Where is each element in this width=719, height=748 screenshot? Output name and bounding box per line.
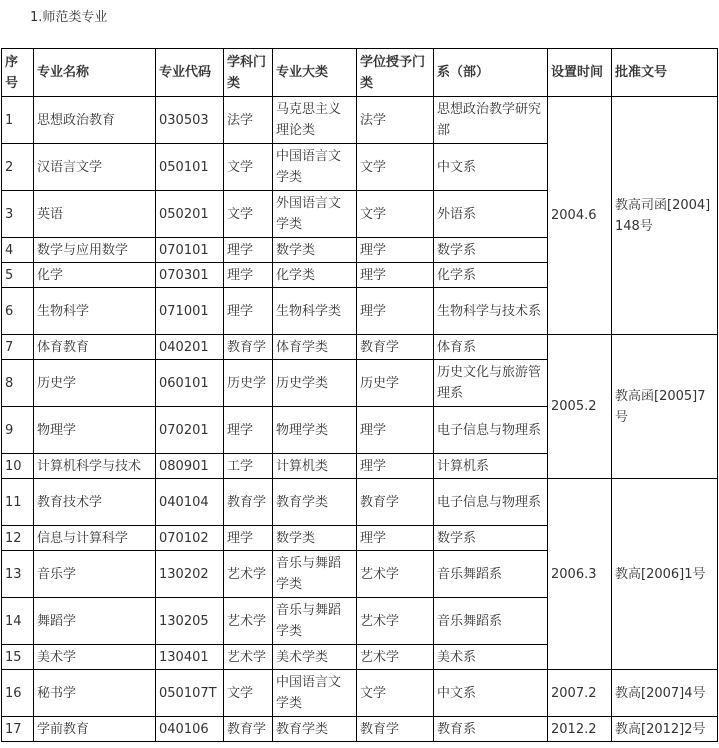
cell-category: 物理学类: [273, 407, 357, 454]
cell-dept: 电子信息与物理系: [434, 479, 548, 526]
header-discipline: 学科门类: [224, 49, 273, 97]
cell-name: 学前教育: [34, 717, 156, 742]
cell-no: 9: [2, 407, 34, 454]
cell-dept: 数学系: [434, 526, 548, 551]
cell-name: 汉语言文学: [34, 144, 156, 191]
cell-dept: 思想政治教学研究部: [434, 97, 548, 144]
cell-code: 060101: [156, 360, 224, 407]
cell-name: 信息与计算科学: [34, 526, 156, 551]
cell-degree: 教育学: [357, 335, 434, 360]
cell-no: 12: [2, 526, 34, 551]
cell-discipline: 教育学: [224, 335, 273, 360]
cell-code: 040106: [156, 717, 224, 742]
cell-discipline: 历史学: [224, 360, 273, 407]
cell-dept: 计算机系: [434, 454, 548, 479]
cell-degree: 理学: [357, 526, 434, 551]
cell-degree: 理学: [357, 263, 434, 288]
cell-code: 071001: [156, 288, 224, 335]
cell-discipline: 教育学: [224, 479, 273, 526]
cell-dept: 中文系: [434, 670, 548, 717]
cell-dept: 教育系: [434, 717, 548, 742]
cell-degree: 文学: [357, 670, 434, 717]
cell-no: 2: [2, 144, 34, 191]
cell-degree: 教育学: [357, 479, 434, 526]
cell-time: 2005.2: [548, 335, 612, 479]
cell-category: 教育学类: [273, 717, 357, 742]
cell-code: 050101: [156, 144, 224, 191]
cell-discipline: 文学: [224, 144, 273, 191]
cell-category: 计算机类: [273, 454, 357, 479]
cell-degree: 理学: [357, 288, 434, 335]
cell-no: 6: [2, 288, 34, 335]
header-approval: 批准文号: [612, 49, 718, 97]
cell-code: 070201: [156, 407, 224, 454]
table-row: [2, 479, 718, 526]
cell-discipline: 艺术学: [224, 645, 273, 670]
cell-code: 080901: [156, 454, 224, 479]
cell-code: 040104: [156, 479, 224, 526]
cell-name: 数学与应用数学: [34, 238, 156, 263]
cell-code: 030503: [156, 97, 224, 144]
cell-dept: 数学系: [434, 238, 548, 263]
cell-name: 思想政治教育: [34, 97, 156, 144]
cell-discipline: 理学: [224, 263, 273, 288]
cell-category: 历史学类: [273, 360, 357, 407]
header-category: 专业大类: [273, 49, 357, 97]
cell-discipline: 法学: [224, 97, 273, 144]
cell-discipline: 文学: [224, 191, 273, 238]
cell-name: 化学: [34, 263, 156, 288]
cell-dept: 化学系: [434, 263, 548, 288]
section-title: 1.师范类专业: [30, 10, 108, 25]
cell-no: 10: [2, 454, 34, 479]
cell-code: 070301: [156, 263, 224, 288]
cell-time: 2012.2: [548, 717, 612, 742]
cell-no: 4: [2, 238, 34, 263]
cell-category: 中国语言文学类: [273, 670, 357, 717]
cell-discipline: 理学: [224, 238, 273, 263]
cell-name: 教育技术学: [34, 479, 156, 526]
cell-no: 17: [2, 717, 34, 742]
cell-name: 舞蹈学: [34, 598, 156, 645]
cell-category: 体育学类: [273, 335, 357, 360]
cell-code: 070101: [156, 238, 224, 263]
cell-name: 音乐学: [34, 551, 156, 598]
cell-category: 音乐与舞蹈学类: [273, 551, 357, 598]
cell-no: 3: [2, 191, 34, 238]
cell-discipline: 文学: [224, 670, 273, 717]
table-row: [2, 670, 718, 717]
cell-category: 数学类: [273, 238, 357, 263]
cell-discipline: 教育学: [224, 717, 273, 742]
cell-name: 秘书学: [34, 670, 156, 717]
cell-degree: 历史学: [357, 360, 434, 407]
cell-category: 中国语言文学类: [273, 144, 357, 191]
cell-category: 生物科学类: [273, 288, 357, 335]
cell-degree: 艺术学: [357, 551, 434, 598]
cell-category: 教育学类: [273, 479, 357, 526]
cell-degree: 理学: [357, 238, 434, 263]
cell-category: 化学类: [273, 263, 357, 288]
cell-time: 2004.6: [548, 97, 612, 335]
cell-code: 130202: [156, 551, 224, 598]
cell-code: 070102: [156, 526, 224, 551]
cell-discipline: 工学: [224, 454, 273, 479]
header-no: 序号: [2, 49, 34, 97]
cell-approval: 教高[2007]4号: [612, 670, 718, 717]
cell-category: 数学类: [273, 526, 357, 551]
cell-dept: 音乐舞蹈系: [434, 598, 548, 645]
header-dept: 系（部）: [434, 49, 548, 97]
cell-dept: 音乐舞蹈系: [434, 551, 548, 598]
cell-name: 美术学: [34, 645, 156, 670]
cell-approval: 教高[2006]1号: [612, 479, 718, 670]
cell-dept: 历史文化与旅游管理系: [434, 360, 548, 407]
cell-degree: 教育学: [357, 717, 434, 742]
cell-no: 7: [2, 335, 34, 360]
cell-name: 生物科学: [34, 288, 156, 335]
cell-name: 物理学: [34, 407, 156, 454]
cell-time: 2007.2: [548, 670, 612, 717]
cell-degree: 理学: [357, 454, 434, 479]
cell-dept: 电子信息与物理系: [434, 407, 548, 454]
cell-no: 15: [2, 645, 34, 670]
cell-no: 16: [2, 670, 34, 717]
cell-approval: 教高司函[2004]148号: [612, 97, 718, 335]
table-header-row: [2, 49, 718, 97]
cell-no: 5: [2, 263, 34, 288]
cell-discipline: 艺术学: [224, 551, 273, 598]
cell-category: 外国语言文学类: [273, 191, 357, 238]
cell-no: 1: [2, 97, 34, 144]
majors-table: [1, 48, 718, 742]
cell-degree: 文学: [357, 144, 434, 191]
cell-code: 130205: [156, 598, 224, 645]
cell-code: 050107T: [156, 670, 224, 717]
cell-no: 8: [2, 360, 34, 407]
cell-discipline: 理学: [224, 407, 273, 454]
cell-time: 2006.3: [548, 479, 612, 670]
cell-no: 13: [2, 551, 34, 598]
table-row: [2, 717, 718, 742]
cell-degree: 艺术学: [357, 645, 434, 670]
table-row: [2, 335, 718, 360]
cell-dept: 外语系: [434, 191, 548, 238]
cell-approval: 教高函[2005]7号: [612, 335, 718, 479]
cell-degree: 文学: [357, 191, 434, 238]
cell-discipline: 理学: [224, 526, 273, 551]
cell-category: 音乐与舞蹈学类: [273, 598, 357, 645]
cell-dept: 生物科学与技术系: [434, 288, 548, 335]
header-name: 专业名称: [34, 49, 156, 97]
cell-name: 历史学: [34, 360, 156, 407]
cell-dept: 美术系: [434, 645, 548, 670]
table-row: [2, 97, 718, 144]
cell-discipline: 艺术学: [224, 598, 273, 645]
cell-dept: 体育系: [434, 335, 548, 360]
header-code: 专业代码: [156, 49, 224, 97]
cell-name: 英语: [34, 191, 156, 238]
cell-category: 马克思主义理论类: [273, 97, 357, 144]
cell-no: 11: [2, 479, 34, 526]
cell-discipline: 理学: [224, 288, 273, 335]
header-time: 设置时间: [548, 49, 612, 97]
cell-degree: 艺术学: [357, 598, 434, 645]
cell-approval: 教高[2012]2号: [612, 717, 718, 742]
cell-name: 计算机科学与技术: [34, 454, 156, 479]
cell-degree: 理学: [357, 407, 434, 454]
cell-code: 040201: [156, 335, 224, 360]
cell-name: 体育教育: [34, 335, 156, 360]
header-degree: 学位授予门类: [357, 49, 434, 97]
cell-code: 050201: [156, 191, 224, 238]
cell-no: 14: [2, 598, 34, 645]
cell-dept: 中文系: [434, 144, 548, 191]
cell-category: 美术学类: [273, 645, 357, 670]
cell-degree: 法学: [357, 97, 434, 144]
cell-code: 130401: [156, 645, 224, 670]
